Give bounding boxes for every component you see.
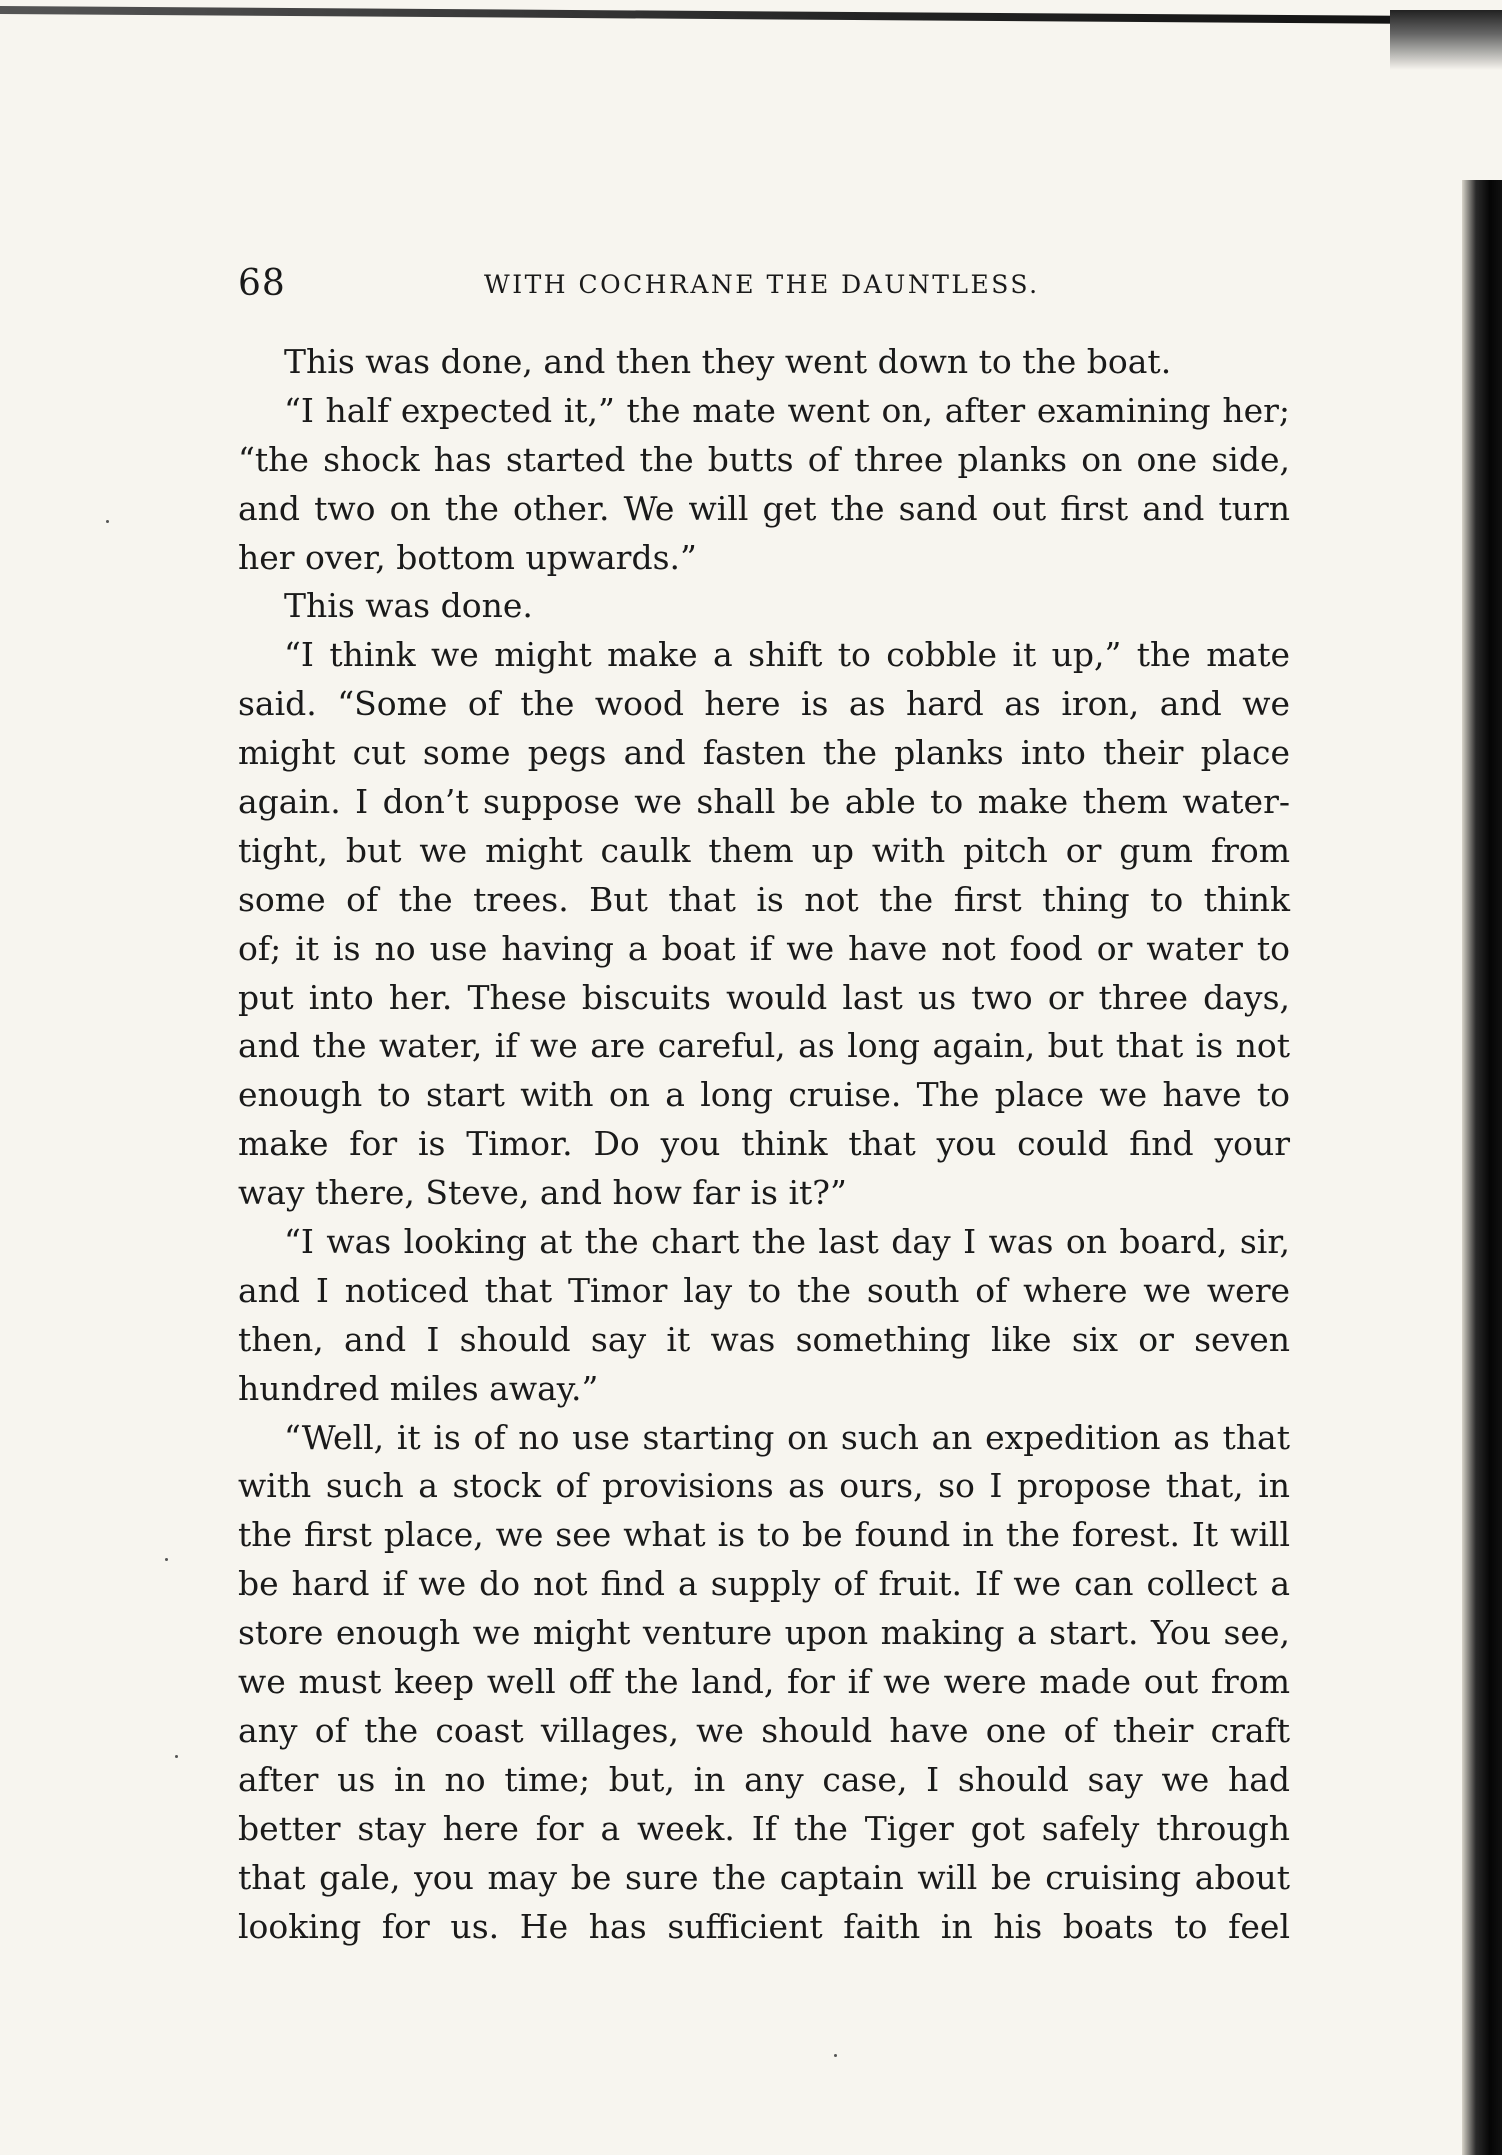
text-line: of; it is no use having a boat if we have not food or water to	[238, 928, 1290, 968]
text-line: “I think we might make a shift to cobble it up,” the mate	[284, 635, 1290, 675]
text-line: again. I don’t suppose we shall be able to make them water-	[238, 782, 1290, 822]
page-edge-shadow	[1462, 180, 1502, 2155]
text-line: “I half expected it,” the mate went on, after examining her;	[284, 390, 1290, 430]
page-number: 68	[238, 263, 286, 304]
text-line: and the water, if we are careful, as long again, but that is not	[238, 1026, 1290, 1066]
text-line: This was done.	[284, 586, 533, 626]
top-corner-shadow	[1390, 10, 1502, 70]
paper-speck	[165, 1558, 168, 1561]
text-line: her over, bottom upwards.”	[238, 537, 697, 577]
text-line: some of the trees. But that is not the first thing to think	[238, 879, 1290, 919]
running-head	[238, 264, 1288, 304]
text-line: might cut some pegs and fasten the planks into their place	[238, 733, 1290, 773]
text-line: “Well, it is of no use starting on such an expedition as that	[284, 1417, 1290, 1457]
text-line: make for is Timor. Do you think that you could find your	[238, 1124, 1290, 1164]
text-line: any of the coast villages, we should have one of their craft	[238, 1710, 1290, 1750]
text-line: store enough we might venture upon making a start. You see,	[238, 1613, 1290, 1653]
text-line: looking for us. He has sufficient faith in his boats to feel	[238, 1906, 1290, 1946]
running-title: WITH COCHRANE THE DAUNTLESS.	[484, 270, 1040, 299]
text-line: “I was looking at the chart the last day I was on board, sir,	[284, 1222, 1290, 1262]
text-line: that gale, you may be sure the captain will be cruising about	[238, 1857, 1290, 1897]
text-line: hundred miles away.”	[238, 1368, 599, 1408]
text-line: This was done, and then they went down to the boat.	[284, 342, 1172, 381]
text-line: we must keep well off the land, for if we were made out from	[238, 1662, 1290, 1702]
paper-speck	[834, 2054, 837, 2057]
text-line: put into her. These biscuits would last us two or three days,	[238, 977, 1290, 1017]
text-line: then, and I should say it was something like six or seven	[238, 1319, 1290, 1359]
text-line: said. “Some of the wood here is as hard as iron, and we	[238, 684, 1290, 724]
top-edge-rule	[0, 6, 1502, 24]
text-line: after us in no time; but, in any case, I should say we had	[238, 1759, 1290, 1799]
text-line: “the shock has started the butts of three planks on one side,	[238, 439, 1290, 479]
text-line: the first place, we see what is to be found in the forest. It will	[238, 1515, 1290, 1555]
text-line: enough to start with on a long cruise. The place we have to	[238, 1075, 1290, 1115]
body-text	[238, 338, 1290, 1951]
paper-speck	[106, 520, 109, 523]
paper-speck	[175, 1755, 178, 1758]
text-line: tight, but we might caulk them up with pitch or gum from	[238, 830, 1290, 870]
text-line: way there, Steve, and how far is it?”	[238, 1173, 847, 1213]
text-line: with such a stock of provisions as ours, so I propose that, in	[238, 1466, 1290, 1506]
text-line: better stay here for a week. If the Tiger got safely through	[238, 1808, 1290, 1848]
text-line: and two on the other. We will get the sand out first and turn	[238, 488, 1290, 528]
text-line: and I noticed that Timor lay to the south of where we were	[238, 1270, 1290, 1310]
text-line: be hard if we do not find a supply of fruit. If we can collect a	[238, 1564, 1290, 1604]
